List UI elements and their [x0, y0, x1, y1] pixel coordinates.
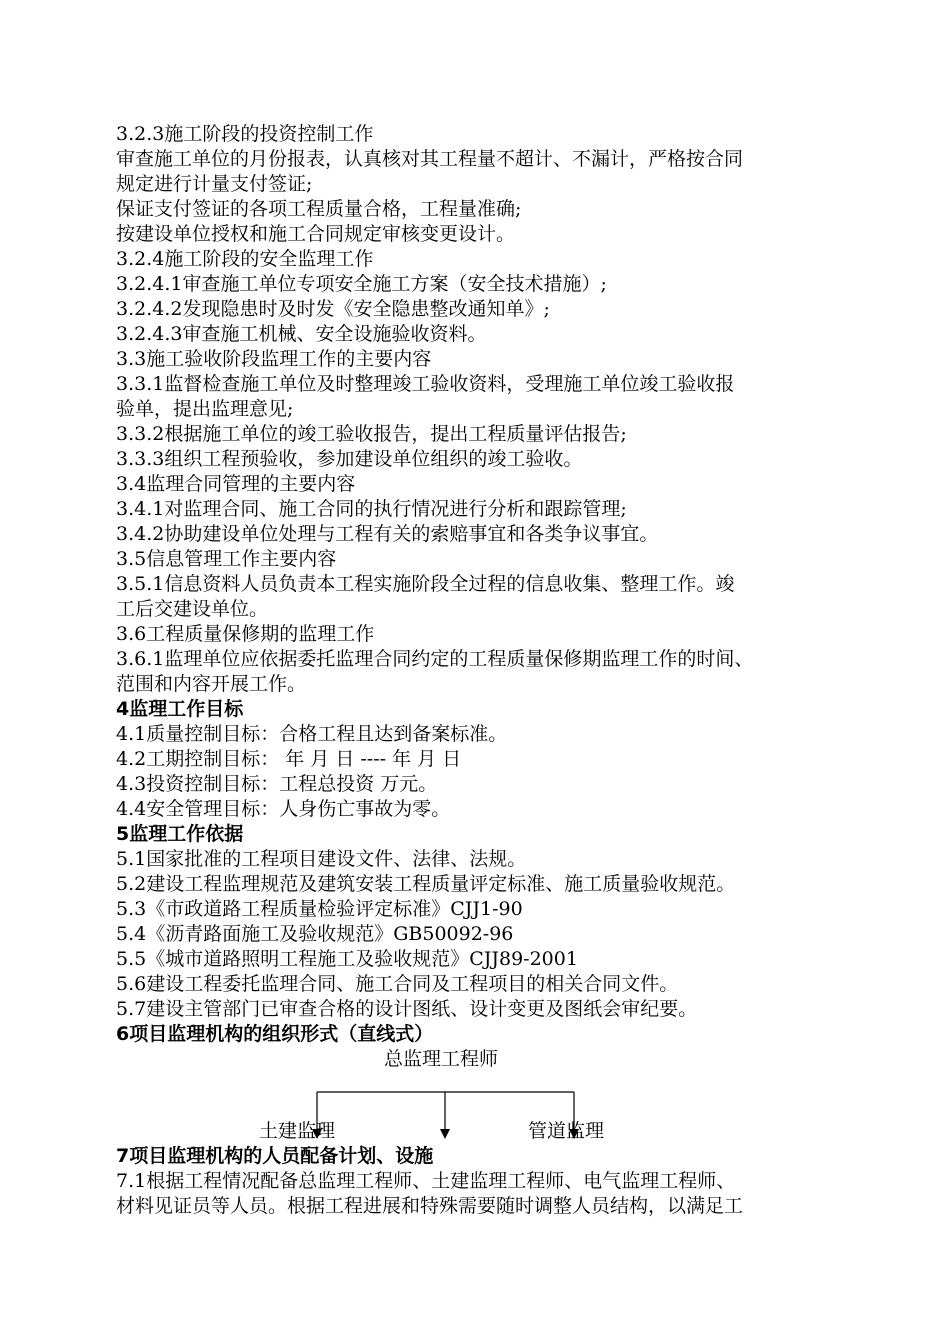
text-line: 7.1根据工程情况配备总监理工程师、土建监理工程师、电气监理工程师、 [116, 1170, 736, 1192]
text-line: 3.4.1对监理合同、施工合同的执行情况进行分析和跟踪管理; [116, 498, 627, 520]
text-line: 3.4监理合同管理的主要内容 [116, 473, 356, 495]
text-line: 5.5《城市道路照明工程施工及验收规范》CJJ89-2001 [116, 948, 578, 970]
section-heading: 7项目监理机构的人员配备计划、设施 [116, 1145, 434, 1167]
text-line: 3.5信息管理工作主要内容 [116, 548, 337, 570]
text-line: 3.2.3施工阶段的投资控制工作 [116, 123, 374, 145]
text-line: 3.3.3组织工程预验收，参加建设单位组织的竣工验收。 [116, 448, 583, 470]
text-line: 5.3《市政道路工程质量检验评定标准》CJJ1-90 [116, 898, 523, 920]
text-line: 3.5.1信息资料人员负责本工程实施阶段全过程的信息收集、整理工作。竣 [116, 573, 735, 595]
text-line: 3.3.1监督检查施工单位及时整理竣工验收资料，受理施工单位竣工验收报 [116, 373, 735, 395]
text-line: 5.1国家批准的工程项目建设文件、法律、法规。 [116, 848, 527, 870]
text-block-sections-3-6 [116, 122, 876, 1047]
text-line: 规定进行计量支付签证; [116, 173, 313, 195]
text-line: 3.2.4.3审查施工机械、安全设施验收资料。 [116, 323, 487, 345]
text-line: 审查施工单位的月份报表，认真核对其工程量不超计、不漏计，严格按合同 [116, 148, 744, 170]
org-chart [116, 1047, 876, 1144]
section-heading: 6项目监理机构的组织形式（直线式） [116, 1023, 434, 1045]
text-block-section-7 [116, 1144, 876, 1219]
text-line: 3.2.4施工阶段的安全监理工作 [116, 248, 374, 270]
org-chart-arrow-middle [440, 1129, 450, 1139]
org-chart-chief-engineer: 总监理工程师 [384, 1048, 499, 1070]
text-line: 3.6工程质量保修期的监理工作 [116, 623, 375, 645]
text-line: 材料见证员等人员。根据工程进展和特殊需要随时调整人员结构，以满足工 [116, 1195, 744, 1217]
document-body [116, 122, 876, 1219]
text-line: 4.1质量控制目标：合格工程且达到备案标准。 [116, 723, 508, 745]
org-chart-connectors [116, 1047, 876, 1144]
text-line: 3.6.1监理单位应依据委托监理合同约定的工程质量保修期监理工作的时间、 [116, 648, 754, 670]
text-line: 5.6建设工程委托监理合同、施工合同及工程项目的相关合同文件。 [116, 973, 679, 995]
text-line: 4.4安全管理目标：人身伤亡事故为零。 [116, 798, 451, 820]
org-chart-civil-supervision: 土建监理 [259, 1120, 336, 1142]
section-heading: 5监理工作依据 [116, 823, 244, 845]
text-line: 3.2.4.2发现隐患时及时发《安全隐患整改通知单》; [116, 298, 550, 320]
text-line: 4.2工期控制目标： 年 月 日 ---- 年 月 日 [116, 748, 462, 770]
text-line: 3.3施工验收阶段监理工作的主要内容 [116, 348, 432, 370]
text-line: 3.2.4.1审查施工单位专项安全施工方案（安全技术措施）; [116, 273, 607, 295]
text-line: 5.7建设主管部门已审查合格的设计图纸、设计变更及图纸会审纪要。 [116, 998, 698, 1020]
text-line: 5.4《沥青路面施工及验收规范》GB50092-96 [116, 923, 514, 945]
text-line: 3.4.2协助建设单位处理与工程有关的索赔事宜和各类争议事宜。 [116, 523, 659, 545]
text-line: 保证支付签证的各项工程质量合格，工程量准确; [116, 198, 522, 220]
text-line: 工后交建设单位。 [116, 598, 269, 620]
text-line: 验单，提出监理意见; [116, 398, 294, 420]
text-line: 按建设单位授权和施工合同规定审核变更设计。 [116, 223, 516, 245]
text-line: 4.3投资控制目标：工程总投资 万元。 [116, 773, 438, 795]
org-chart-pipeline-supervision: 管道监理 [528, 1120, 605, 1142]
section-heading: 4监理工作目标 [116, 698, 244, 720]
text-line: 5.2建设工程监理规范及建筑安装工程质量评定标准、施工质量验收规范。 [116, 873, 736, 895]
text-line: 3.3.2根据施工单位的竣工验收报告，提出工程质量评估报告; [116, 423, 627, 445]
text-line: 范围和内容开展工作。 [116, 673, 307, 695]
